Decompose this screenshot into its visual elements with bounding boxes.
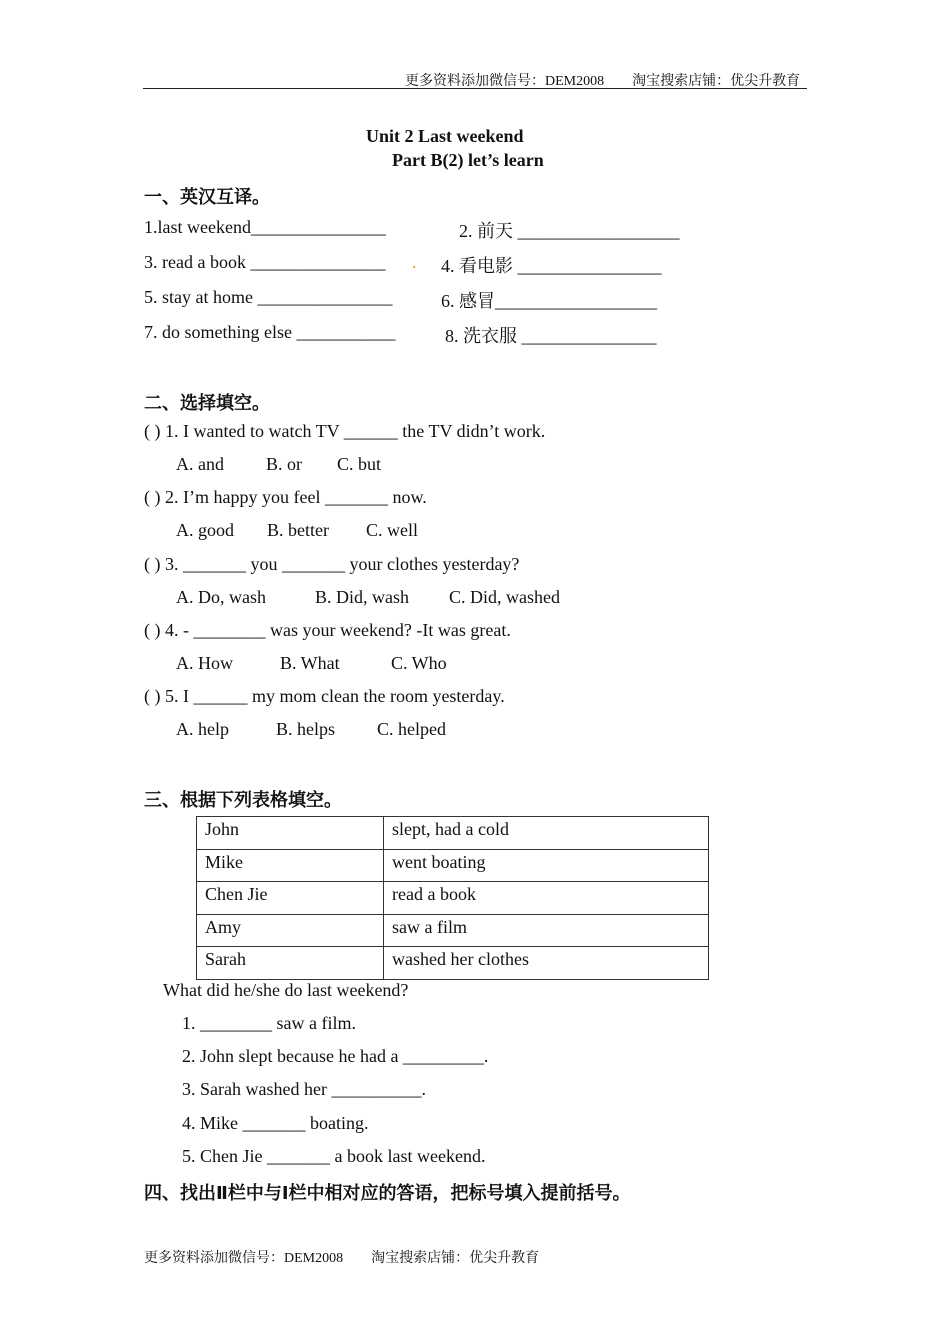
table-cell-name: Sarah (197, 947, 384, 980)
q4-option-b: B. What (280, 653, 340, 673)
table-cell-activity: slept, had a cold (384, 817, 709, 850)
table-cell-name: Chen Jie (197, 882, 384, 915)
table-row (197, 817, 709, 850)
q2-option-a: A. good (176, 520, 234, 540)
q3-option-a: A. Do, wash (176, 587, 266, 607)
q5-option-c: C. helped (377, 719, 446, 739)
page-header: 更多资料添加微信号：DEM2008 淘宝搜索店铺：优尖升教育 (405, 74, 801, 89)
table-cell-activity: saw a film (384, 914, 709, 947)
q4-option-c: C. Who (391, 653, 447, 673)
table-cell-name: Mike (197, 849, 384, 882)
fill-item-1: 1. ________ saw a film. (182, 1013, 356, 1033)
table-cell-activity: washed her clothes (384, 947, 709, 980)
table-cell-activity: went boating (384, 849, 709, 882)
translate-item-4: 4. 看电影 ________________ (441, 256, 662, 276)
table-cell-name: John (197, 817, 384, 850)
page-footer: 更多资料添加微信号：DEM2008 淘宝搜索店铺：优尖升教育 (144, 1251, 540, 1266)
question-5: ( ) 5. I ______ my mom clean the room yesterday. (144, 686, 505, 706)
translate-item-1: 1.last weekend_______________ (144, 217, 386, 237)
question-3: ( ) 3. _______ you _______ your clothes yesterday? (144, 554, 520, 574)
table-row (197, 947, 709, 980)
q4-option-a: A. How (176, 653, 233, 673)
header-rule (143, 88, 807, 89)
stray-dot: . (412, 252, 417, 272)
table-row (197, 849, 709, 882)
q2-option-b: B. better (267, 520, 329, 540)
table-prompt: What did he/she do last weekend? (163, 980, 409, 1000)
section4-heading: 四、找出Ⅱ栏中与Ⅰ栏中相对应的答语，把标号填入提前括号。 (144, 1183, 631, 1204)
question-1: ( ) 1. I wanted to watch TV ______ the TV didn’t work. (144, 421, 546, 441)
table-cell-name: Amy (197, 914, 384, 947)
activity-table (196, 816, 709, 980)
q1-option-b: B. or (266, 454, 302, 474)
part-title: Part B(2) let’s learn (392, 150, 544, 170)
translate-item-3: 3. read a book _______________ (144, 252, 386, 272)
translate-item-2: 2. 前天 __________________ (459, 221, 680, 241)
translate-item-7: 7. do something else ___________ (144, 322, 396, 342)
q5-option-b: B. helps (276, 719, 336, 739)
q2-option-c: C. well (366, 520, 418, 540)
section2-heading: 二、选择填空。 (144, 393, 270, 414)
table-row (197, 882, 709, 915)
fill-item-5: 5. Chen Jie _______ a book last weekend. (182, 1146, 486, 1166)
section1-heading: 一、英汉互译。 (144, 187, 270, 208)
q1-option-a: A. and (176, 454, 224, 474)
q5-option-a: A. help (176, 719, 229, 739)
unit-title: Unit 2 Last weekend (366, 126, 524, 146)
fill-item-4: 4. Mike _______ boating. (182, 1113, 369, 1133)
question-2: ( ) 2. I’m happy you feel _______ now. (144, 487, 427, 507)
section3-heading: 三、根据下列表格填空。 (144, 790, 342, 811)
translate-item-8: 8. 洗衣服 _______________ (445, 326, 657, 346)
translate-item-6: 6. 感冒__________________ (441, 291, 657, 311)
question-4: ( ) 4. - ________ was your weekend? -It was great. (144, 620, 511, 640)
table-row (197, 914, 709, 947)
q1-option-c: C. but (337, 454, 382, 474)
table-cell-activity: read a book (384, 882, 709, 915)
q3-option-b: B. Did, wash (315, 587, 409, 607)
q3-option-c: C. Did, washed (449, 587, 560, 607)
translate-item-5: 5. stay at home _______________ (144, 287, 393, 307)
fill-item-2: 2. John slept because he had a _________. (182, 1046, 489, 1066)
fill-item-3: 3. Sarah washed her __________. (182, 1079, 426, 1099)
